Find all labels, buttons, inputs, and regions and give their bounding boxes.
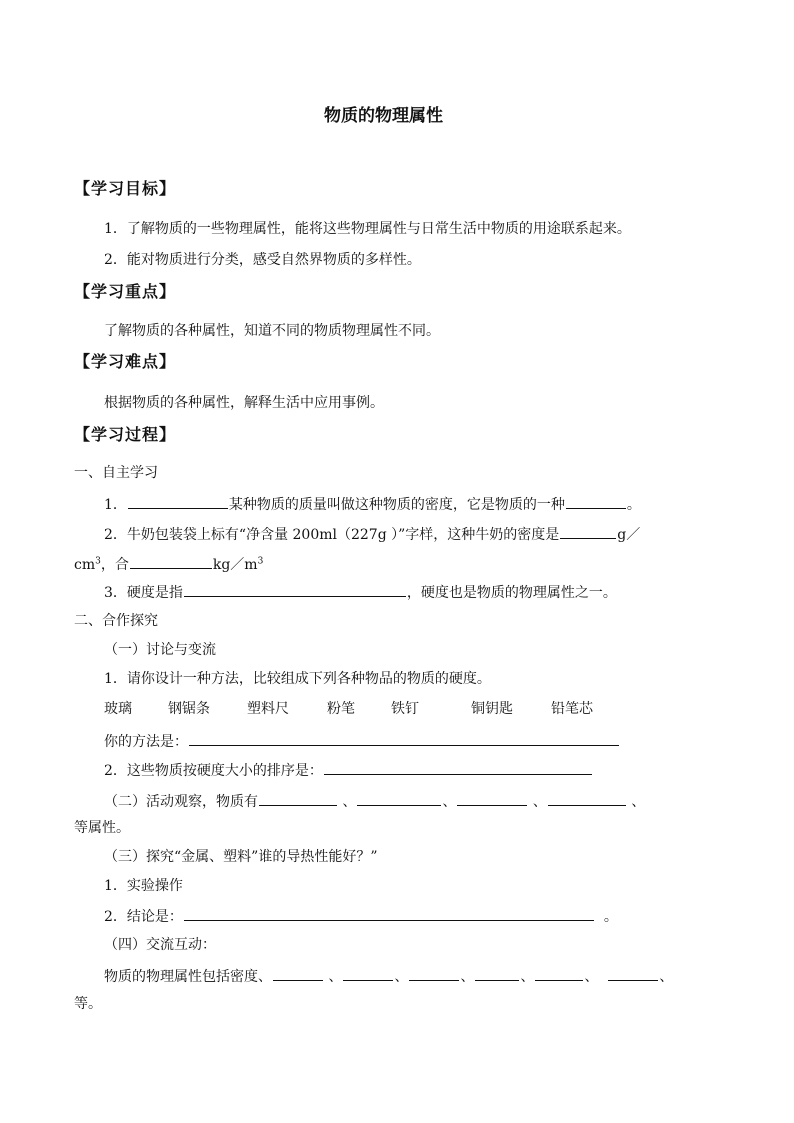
- part-2-tail: 等属性。: [74, 820, 130, 836]
- separator: 、: [659, 969, 674, 985]
- blank-field[interactable]: [184, 582, 406, 597]
- heading-difficulties: 【学习难点】: [74, 352, 177, 371]
- separator: 、: [394, 969, 409, 985]
- list-item: 铁钉: [391, 701, 419, 717]
- q3-end: ，硬度也是物质的物理属性之一。: [406, 585, 617, 601]
- list-item: 钢锯条: [168, 701, 210, 717]
- heading-objectives: 【学习目标】: [74, 179, 177, 198]
- page-title: 物质的物理属性: [324, 106, 443, 126]
- method-label: 你的方法是：: [104, 734, 188, 750]
- part-3-step-1: 1．实验操作: [104, 878, 183, 894]
- q2-unit-2-sup: 3: [257, 556, 264, 567]
- question-3: [104, 582, 617, 602]
- q2-cm-sup: 3: [95, 556, 101, 567]
- key-point-text: 了解物质的各种属性，知道不同的物质物理属性不同。: [104, 323, 440, 339]
- blank-field[interactable]: [189, 731, 619, 746]
- q2-text: 2．牛奶包装袋上标有“净含量 200ml（227g ）”字样，这种牛奶的密度是: [104, 527, 560, 543]
- list-item: 塑料尺: [247, 701, 289, 717]
- part-1-question: 1．请你设计一种方法，比较组成下列各种物品的物质的硬度。: [104, 671, 491, 687]
- section-cooperation-title: 二、合作探究: [74, 613, 158, 629]
- blank-field[interactable]: [324, 760, 592, 775]
- conclusion-label: 2．结论是：: [104, 909, 183, 925]
- separator: 、: [532, 794, 547, 810]
- part-4-title: （四）交流互动：: [104, 937, 216, 953]
- part-4-line: [104, 966, 673, 986]
- separator: 、: [442, 794, 457, 810]
- blank-field[interactable]: [457, 791, 527, 806]
- blank-field[interactable]: [535, 966, 583, 981]
- list-item: 铜钥匙: [471, 701, 513, 717]
- part-3-conclusion: [104, 906, 618, 926]
- q2-cm: cm: [74, 557, 96, 573]
- list-item: 玻璃: [104, 701, 132, 717]
- heading-key-points: 【学习重点】: [74, 282, 177, 301]
- blank-field[interactable]: [128, 494, 228, 509]
- part-2-prefix: （二）活动观察，物质有: [104, 794, 258, 810]
- blank-field[interactable]: [184, 906, 594, 921]
- blank-field[interactable]: [560, 524, 616, 539]
- q1-text: 某种物质的质量叫做这种物质的密度，它是物质的一种: [228, 497, 565, 513]
- separator: 、: [328, 969, 343, 985]
- blank-field[interactable]: [548, 791, 626, 806]
- blank-field[interactable]: [357, 791, 441, 806]
- part-2-line: [104, 791, 645, 811]
- blank-field[interactable]: [475, 966, 519, 981]
- list-item: 铅笔芯: [551, 701, 593, 717]
- order-line: [104, 760, 593, 780]
- blank-field[interactable]: [409, 966, 459, 981]
- q2-he: ，合: [100, 557, 129, 573]
- separator: 、: [342, 794, 357, 810]
- part-3-title: （三）探究“金属、塑料”谁的导热性能好？”: [104, 849, 378, 865]
- part-4-prefix: 物质的物理属性包括密度、: [104, 969, 272, 985]
- q1-end: 。: [626, 497, 641, 513]
- question-2-cont: [74, 554, 263, 574]
- blank-field[interactable]: [259, 791, 337, 806]
- objective-1: 1．了解物质的一些物理属性，能将这些物理属性与日常生活中物质的用途联系起来。: [104, 221, 631, 237]
- conclusion-end: 。: [603, 909, 618, 925]
- separator: 、: [520, 969, 535, 985]
- blank-field[interactable]: [343, 966, 393, 981]
- blank-field[interactable]: [566, 494, 626, 509]
- part-1-title: （一）讨论与变流: [104, 642, 216, 658]
- section-self-study-title: 一、自主学习: [74, 465, 158, 481]
- order-label: 2．这些物质按硬度大小的排序是：: [104, 763, 323, 779]
- blank-field[interactable]: [608, 966, 658, 981]
- blank-field[interactable]: [273, 966, 323, 981]
- difficulty-text: 根据物质的各种属性，解释生活中应用事例。: [104, 395, 384, 411]
- part-4-tail: 等。: [74, 996, 102, 1012]
- separator: 、: [460, 969, 475, 985]
- separator: 、: [584, 969, 599, 985]
- question-2: [104, 524, 640, 544]
- separator: 、: [631, 794, 646, 810]
- list-item: 粉笔: [327, 701, 355, 717]
- q1-prefix: 1．: [104, 497, 127, 513]
- heading-process: 【学习过程】: [74, 425, 177, 444]
- q2-unit-2: kg／m: [212, 557, 258, 573]
- q2-unit-1: g／: [617, 527, 641, 543]
- question-1: [104, 494, 641, 514]
- method-line: [104, 731, 620, 751]
- q3-prefix: 3．硬度是指: [104, 585, 183, 601]
- objective-2: 2．能对物质进行分类，感受自然界物质的多样性。: [104, 252, 421, 268]
- blank-field[interactable]: [130, 554, 212, 569]
